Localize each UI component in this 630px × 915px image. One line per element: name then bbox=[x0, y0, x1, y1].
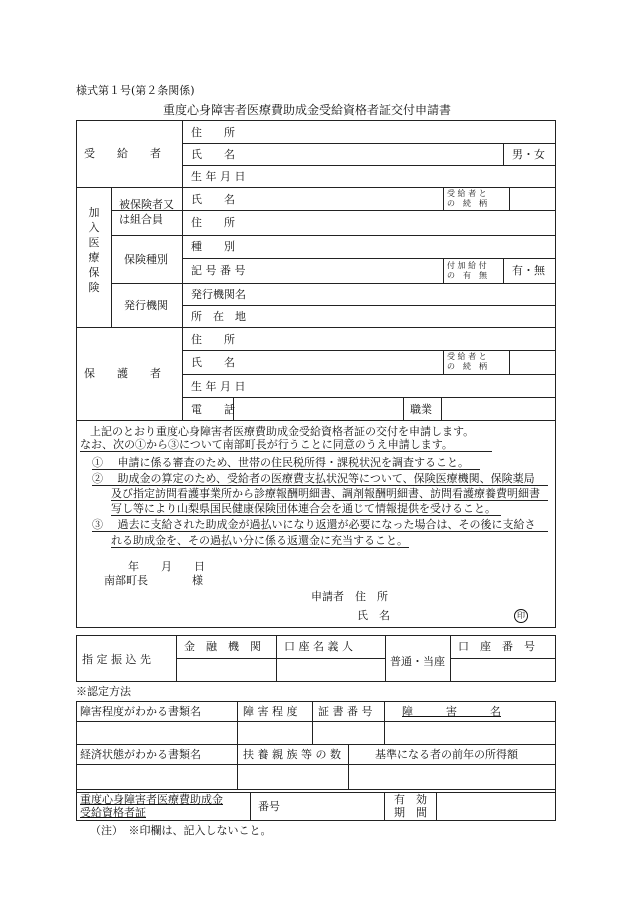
recipient-name-label: 氏 名 bbox=[191, 148, 235, 161]
dependents-label: 扶 養 親 族 等 の 数 bbox=[243, 748, 341, 761]
issuer-name-label: 発行機関名 bbox=[191, 288, 246, 301]
disability-doc-label: 障害程度がわかる書類名 bbox=[80, 705, 201, 718]
insured-name-label: 氏 名 bbox=[191, 193, 235, 206]
guardian-name-label: 氏 名 bbox=[191, 356, 235, 369]
statement-line-1: 上記のとおり重度心身障害者医療費助成金受給資格者証の交付を申請します。 bbox=[90, 425, 475, 438]
insurance-kind-label: 種 別 bbox=[191, 240, 235, 253]
extra-benefit-yesno: 有・無 bbox=[512, 264, 545, 277]
form-number: 様式第１号(第２条関係) bbox=[76, 84, 195, 97]
insurance-code-label: 記 号 番 号 bbox=[191, 264, 246, 277]
guardian-label: 保 護 者 bbox=[84, 367, 161, 380]
recipient-label: 受 給 者 bbox=[84, 147, 161, 160]
issuer-location-label: 所 在 地 bbox=[191, 310, 246, 323]
guardian-birth-label: 生 年 月 日 bbox=[191, 380, 246, 393]
certificate-label-1: 重度心身障害者医療費助成金 bbox=[80, 793, 223, 806]
recipient-address-label: 住 所 bbox=[191, 126, 235, 139]
valid-period-label-2: 期 間 bbox=[394, 806, 427, 819]
economic-doc-label: 経済状態がわかる書類名 bbox=[80, 748, 201, 761]
consent-item-3a: ③ 過去に支給された助成金が過払いになり返還が必要になった場合は、その後に支給さ bbox=[92, 518, 536, 531]
issuer-label: 発行機関 bbox=[124, 299, 168, 312]
insured-label-2: は組合員 bbox=[119, 213, 163, 226]
extra-benefit-1: 付 加 給 付 bbox=[447, 261, 487, 270]
income-label: 基準になる者の前年の所得額 bbox=[375, 748, 518, 761]
bank-label: 指 定 振 込 先 bbox=[82, 653, 151, 666]
recipient-birth-label: 生 年 月 日 bbox=[191, 170, 246, 183]
consent-item-2b: 及び指定訪問看護事業所から診療報酬明細書、調剤報酬明細書、訪問看護療養費明細書 bbox=[111, 487, 540, 500]
guardian-address-label: 住 所 bbox=[191, 333, 235, 346]
certificate-label-2: 受給資格者証 bbox=[80, 806, 146, 819]
mayor-addressee: 南部町長 様 bbox=[104, 574, 203, 587]
certification-title: ※認定方法 bbox=[76, 685, 131, 698]
consent-item-2c: 写し等により山梨県国民健康保険団体連合会を通じて情報提供を受けること。 bbox=[111, 502, 496, 515]
consent-item-1: ① 申請に係る審査のため、世帯の住民税所得・課税状況を調査すること。 bbox=[92, 456, 470, 469]
form-title: 重度心身障害者医療費助成金受給資格者証交付申請書 bbox=[163, 103, 452, 117]
guardian-job-label: 職業 bbox=[410, 403, 432, 416]
seal-mark: 印 bbox=[514, 609, 528, 623]
insured-address-label: 住 所 bbox=[191, 216, 235, 229]
guardian-phone-label: 電 話 bbox=[191, 403, 235, 416]
certificate-number-field-label: 番号 bbox=[258, 800, 280, 813]
consent-item-3b: れる助成金を、その過払い分に係る返還金に充当すること。 bbox=[111, 534, 408, 547]
bank-institution-label: 金 融 機 関 bbox=[184, 640, 261, 653]
consent-item-2a: ② 助成金の算定のため、受給者の医療費支払状況等について、保険医療機関、保険薬局 bbox=[92, 472, 535, 485]
extra-benefit-2: の 有 無 bbox=[447, 271, 487, 280]
disability-name-label: 障 害 名 bbox=[402, 705, 501, 718]
applicant-address-label: 申請者 住 所 bbox=[311, 590, 388, 603]
insured-label-1: 被保険者又 bbox=[119, 198, 174, 211]
certificate-number-label: 証 書 番 号 bbox=[318, 705, 373, 718]
insured-relation-1: 受 給 者 と bbox=[447, 189, 487, 198]
guardian-relation-2: の 続 柄 bbox=[447, 362, 487, 371]
bank-holder-label: 口 座 名 義 人 bbox=[284, 640, 353, 653]
statement-line-2: なお、次の①から③について南部町長が行うことに同意のうえ申請します。 bbox=[80, 438, 453, 451]
application-date: 年 月 日 bbox=[128, 560, 205, 573]
footnote: （注） ※印欄は、記入しないこと。 bbox=[90, 824, 272, 837]
insurance-label: 加入医療保険 bbox=[88, 206, 100, 294]
guardian-relation-1: 受 給 者 と bbox=[447, 352, 487, 361]
bank-number-label: 口 座 番 号 bbox=[458, 640, 535, 653]
bank-account-type: 普通・当座 bbox=[390, 655, 445, 668]
insurance-type-label: 保険種別 bbox=[124, 253, 168, 266]
recipient-sex: 男・女 bbox=[512, 148, 545, 161]
applicant-name-label: 氏 名 bbox=[357, 609, 390, 622]
disability-degree-label: 障 害 程 度 bbox=[243, 705, 298, 718]
valid-period-label-1: 有 効 bbox=[394, 793, 427, 806]
insured-relation-2: の 続 柄 bbox=[447, 199, 487, 208]
